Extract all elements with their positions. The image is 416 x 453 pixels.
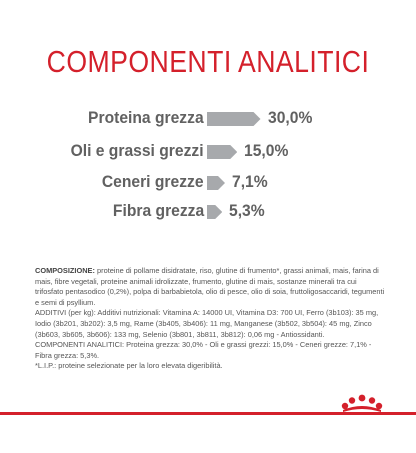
component-bar (207, 176, 225, 190)
component-bar-shape (207, 112, 261, 126)
component-bar-shape (207, 176, 225, 190)
royal-canin-crown-icon (340, 393, 384, 413)
footnote-text: *L.I.P.: proteine selezionate per la loro elevata digeribilità. (35, 361, 223, 371)
component-value: 7,1% (232, 172, 268, 191)
analytic-summary-text: COMPONENTI ANALITICI: Proteina grezza: 30,0% - Oli e grassi grezzi: 15,0% - Ceneri grezze: 7,1% - Fibra grezza: 5,3%. (35, 340, 372, 360)
component-bar (207, 205, 222, 219)
composition-paragraph (35, 266, 385, 308)
component-value: 30,0% (267, 108, 312, 127)
component-label: Oli e grassi grezzi (71, 141, 204, 160)
component-label: Fibra grezza (112, 201, 204, 220)
component-label: Proteina grezza (88, 108, 204, 127)
additives-text: ADDITIVI (per kg): Additivi nutrizionali: Vitamina A: 14000 UI, Vitamina D3: 700 UI, Ferro (3b103): 35 mg, Iodio (3b201, 3b202): 3,5 mg, Rame (3b405, 3b406): 11 mg, Manganese (3b502, 3b504): 45 mg, Zinco (3b603, 3b605, 3b606): 133 mg, Selenio (3b801, 3b811, 3b812): 0,06 mg - Antiossidanti. (35, 308, 379, 339)
composition-text: proteine di pollame disidratate, riso, glutine di frumento*, grassi animali, mais, farina di mais, fibre vegetali, proteine animali idrolizzate, frumento, glutine di mais, sostanze minerali tra cui trifosfato pentasodico (0,2%), polpa di barbabietola, olio di pesce, olio di soia, fruttoligosaccaridi, tegumenti e semi di psyllium. (35, 266, 385, 307)
bottom-red-line (0, 412, 416, 415)
composition-block (35, 266, 385, 372)
page-title: COMPONENTI ANALITICI (46, 44, 370, 79)
component-label: Ceneri grezze (102, 172, 204, 191)
component-row (0, 201, 416, 225)
component-bar (207, 145, 237, 159)
composition-heading: COMPOSIZIONE: (35, 266, 95, 275)
component-bar-shape (207, 205, 222, 219)
component-row (0, 141, 416, 165)
component-value: 5,3% (229, 201, 265, 220)
component-bar-shape (207, 145, 237, 159)
component-row (0, 172, 416, 196)
component-row (0, 108, 416, 132)
component-value: 15,0% (244, 141, 289, 160)
component-bar (207, 112, 261, 126)
